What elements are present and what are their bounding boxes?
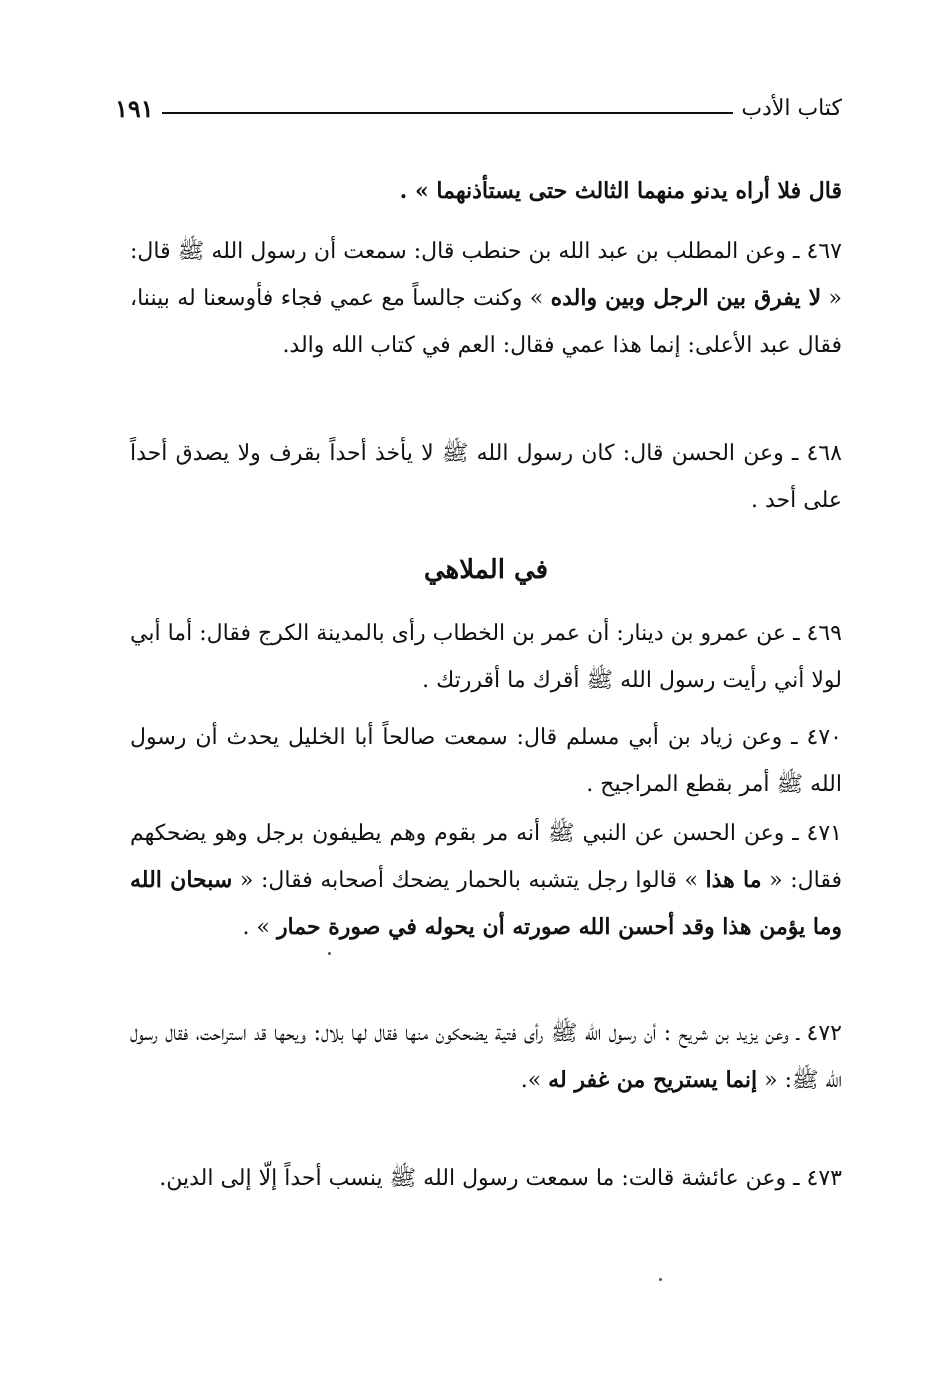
paragraph-471 [130, 810, 842, 951]
text-run: ٤٦٧ ـ وعن المطلب بن عبد الله بن حنطب قال: سمعت أن رسول الله ﷺ قال: « [130, 239, 843, 311]
paragraph-466-end [130, 168, 842, 215]
page-header [115, 88, 842, 128]
paragraph-468 [130, 430, 842, 524]
paragraph-472 [130, 1010, 842, 1104]
text-run: ٤٧٢ ـ وعن يزيد بن شريح : أن رسول الله ﷺ رأى فتية يضحكون منها فقال لها بلال: ويحها قد استراحت، فقال رسول الله ﷺ: « [130, 1021, 842, 1093]
paragraph-text: ٤٦٩ ـ عن عمرو بن دينار: أن عمر بن الخطاب رأى بالمدينة الكرج فقال: أما أبي لولا أني رأيت رسول الله ﷺ أقرك ما أقررتك . [130, 621, 842, 693]
hadith-quote: ما هذا [705, 867, 762, 893]
running-title: كتاب الأدب [741, 95, 842, 121]
text-run: ». [520, 1068, 542, 1093]
paragraph-text [130, 810, 842, 951]
paragraph-473 [130, 1155, 842, 1202]
text-run: » وكنت جالساً مع عمي فجاء فأوسعنا له بيننا، فقال عبد الأعلى: إنما هذا عمي فقال: العم في كتاب الله والد. [130, 286, 842, 358]
scan-speck [328, 952, 331, 955]
text-run: » . [242, 915, 270, 940]
paragraph-text [130, 228, 842, 369]
paragraph-470 [130, 714, 842, 808]
paragraph-text: ٤٧٣ ـ وعن عائشة قالت: ما سمعت رسول الله ﷺ ينسب أحداً إلّا إلى الدين. [159, 1166, 842, 1191]
header-rule [162, 112, 734, 114]
section-heading: في الملاهي [423, 555, 549, 585]
scan-speck [659, 1278, 662, 1281]
text-run: ٤٧١ ـ وعن الحسن عن النبي ﷺ أنه مر بقوم وهم يطيفون برجل وهو يضحكهم فقال: « [130, 821, 842, 893]
paragraph-text: ٤٧٠ ـ وعن زياد بن أبي مسلم قال: سمعت صالحاً أبا الخليل يحدث أن رسول الله ﷺ أمر بقطع المراجيح . [130, 725, 842, 797]
paragraph-text: قال فلا أراه يدنو منهما الثالث حتى يستأذنهما » . [399, 178, 842, 204]
hadith-quote: إنما يستريح من غفر له [548, 1067, 758, 1093]
paragraph-text: ٤٦٨ ـ وعن الحسن قال: كان رسول الله ﷺ لا يأخذ أحداً بقرف ولا يصدق أحداً على أحد . [130, 441, 842, 513]
text-run: » قالوا رجل يتشبه بالحمار يضحك أصحابه فقال: « [239, 868, 698, 893]
paragraph-469 [130, 610, 842, 704]
paragraph-text [130, 1010, 842, 1104]
page-number: ١٩١ [115, 93, 154, 123]
paragraph-467 [130, 228, 842, 369]
hadith-quote: سبحان الله وما يؤمن هذا وقد أحسن الله صورته أن يحوله في صورة حمار [130, 867, 842, 940]
hadith-quote: لا يفرق بين الرجل وبين والده [550, 285, 822, 311]
